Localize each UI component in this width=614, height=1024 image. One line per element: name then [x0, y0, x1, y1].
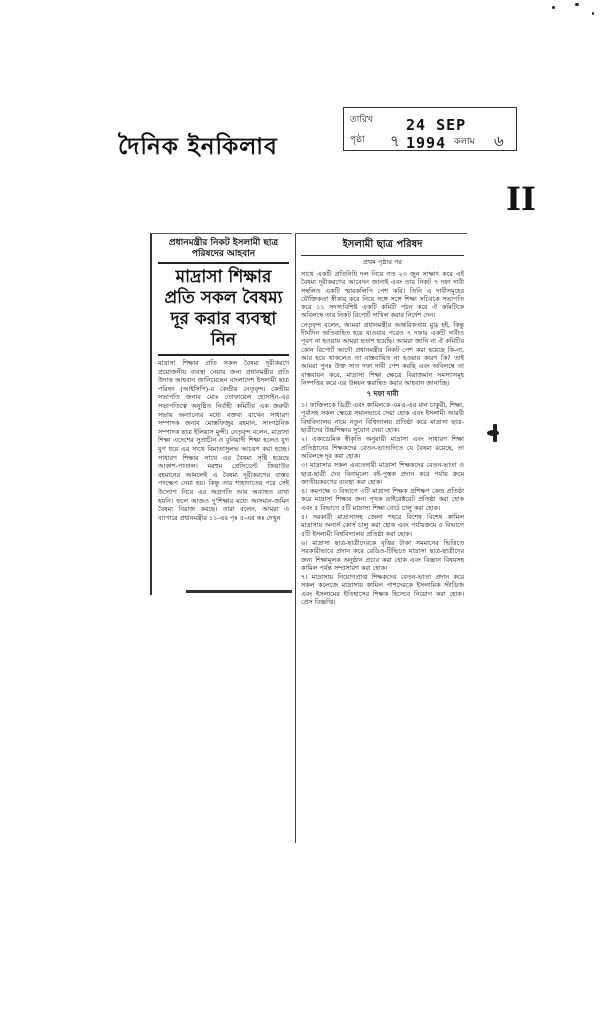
- article-clipping: [150, 233, 292, 595]
- continuation-paragraph: নেতৃবৃন্দ বলেন, আমরা প্রধানমন্ত্রীর আন্তরিকতায় মুগ্ধ হই, কিন্তু দীর্ঘদিন অতিবাহিত হয়ে যাওয়ার পরেও ৭ দফার একটি দাবীও পূরণ না হওয়ায় আমরা হতাশ হয়েছি। আমরা জানি না ঐ কমিটির কোন রিপোর্ট আদৌ প্রধানমন্ত্রীর নিকট পেশ করা হয়েছে কি-না, আর হয়ে থাকলেও তা বাস্তবায়িত না হওয়ার কারণ কি? তাই আমরা পুনঃ উক্ত সাত দফা দাবী পেশ করছি এবং অবিলম্বে তা বাস্তবায়ন করে, মাদ্রাসা শিক্ষা ক্ষেত্রে বিরাজমান সমস্যাসমূহ নিষ্পত্তির করে এর উন্নয়ন ত্বরান্বিত করার আহবান জানাচ্ছি।: [301, 320, 464, 387]
- demand-item: ৪। কমপক্ষে ৩ বিভাগে ৩টি মাদ্রাসা শিক্ষক প্রশিক্ষণ কেন্দ্র প্রতিষ্ঠা করে মাদ্রাসা শিক্ষার জন্য পৃথক ডাইরেক্টরেট প্রতিষ্ঠা করা হোক এবং ৫ বিভাগে ৫টি মাদ্রাসা শিক্ষা বোর্ড চালু করা হোক।: [301, 487, 464, 512]
- margin-mark: II: [506, 180, 536, 218]
- scan-speck: [575, 3, 579, 6]
- demand-item: ৬। মাদ্রাসা ছাত্র-ছাত্রীদেরকে বৃত্তির টাকা সমমানের ভিত্তিতে সরকারীভাবে প্রদান করে রেডিও-টিভিতে মাদ্রাসা ছাত্র-ছাত্রীদের জন্য শিক্ষামূলক অনুষ্ঠান প্রচার করা হোক এবং বিজ্ঞান বিষয়সহ কামিল পর্যন্ত সম্প্রসারণ করা হোক।: [301, 538, 464, 572]
- continuation-header: ইসলামী ছাত্র পরিষদ: [301, 237, 464, 256]
- stamp-column-number: ৬: [494, 132, 504, 150]
- demand-item: ৫। সরকারী মাদ্রাসাসহ জেলা শহরে বিশেষ বিশেষ কামিল মাদ্রাসায় অনার্স কোর্স চালু করা হোক এবং পর্যায়ক্রমে ৫ বিভাগে ৫টি ইসলামী বিশ্ববিদ্যালয় প্রতিষ্ঠা করা হোক।: [301, 513, 464, 538]
- demand-item: ৭। মাদ্রাসায় নিয়োগপ্রাপ্ত শিক্ষকদের বেতন-ভাতা প্রদান করে সকল কলেজে মাদ্রাসায় কামিল পাশদেরকে ইসলামিক স্টাডিজ এবং ইসলামের ইতিহাসের শিক্ষক হিসেবে নিয়োগ করা হোক। প্রেস বিজ্ঞপ্তি।: [301, 573, 464, 606]
- stamp-page-label: পৃষ্ঠা: [350, 135, 365, 145]
- stamp-date: 24 SEP 1994: [406, 116, 467, 152]
- stamp-date-label: তারিখ: [350, 115, 373, 125]
- stamp-page-number: ৭: [390, 132, 400, 150]
- newspaper-masthead: দৈনিক ইনকিলাব: [118, 133, 278, 160]
- continuation-subheader: প্রথম পৃষ্ঠার পর: [363, 258, 402, 266]
- article-kicker: প্রধানমন্ত্রীর নিকট ইসলামী ছাত্র পরিষদের আহবান: [168, 238, 279, 259]
- demands-header: ৭ দফা দাবী: [366, 390, 399, 399]
- scan-speck: [552, 6, 555, 9]
- date-stamp: [343, 107, 517, 151]
- continuation-paragraph: সাথে একটি প্রতিনিধি দল নিয়ে গত ২৩ জুন সাক্ষাৎ করে এই বৈষম্য দূরীকরণের আবেদন জানাই এবং তার নিকট ৭ দফা দাবী সম্বলিত একটি স্মারকলিপি পেশ করি। তিনি এ দাবীসমূহের যৌক্তিকতা স্বীকার করে নিয়ে সঙ্গে সঙ্গে শিক্ষা সচিবকে সভাপতি করে ১১ সদস্যবিশিষ্ট একটি কমিটি গঠন করে ঐ কমিটিকে অবিলম্বে তার নিকট রিপোর্ট দাখিল করার নির্দেশ দেন।: [301, 270, 464, 320]
- demand-item: ৩। মাদ্রাসার সকল এবতেদায়ী মাদ্রাসা শিক্ষকদের বেতন-ভাতা ও ছাত্র-ছাত্রী দের বিনামূল্যে বই-পুস্তক প্রদান করে পর্যায় ক্রমে জাতীয়করণের ব্যবস্থা করা হোক।: [301, 461, 464, 486]
- article-headline: মাদ্রাসা শিক্ষার প্রতি সকল বৈষম্য দূর করার ব্যবস্থা নিন: [158, 262, 289, 356]
- clipping-rule: [186, 590, 292, 593]
- scan-speck: [493, 424, 497, 442]
- article-body: মাদ্রাসা শিক্ষার প্রতি সকল বৈষম্য দূরীকরণে প্রয়োজনীয় ব্যবস্থা নেয়ার জন্য প্রধানমন্ত্রীর প্রতি উদাত্ত আহবান জানিয়েছেন বাংলাদেশ ইসলামী ছাত্র পরিষদ (আইসিপি)-র কেন্দ্রীয় নেতৃবৃন্দ। কেন্দ্রীয় সভাপতি জনাব মোঃ তোফায়েল হোসাইন-এর সভাপতিত্বে অনুষ্ঠিত নির্বাহী কমিটির এক জরুরী সভায় অন্যান্যের মধ্যে বক্তব্য রাখেন সাধারণ সম্পাদক জনাব মোস্তফিজুর রহমান, সাংগঠনিক সম্পাদক ছাত্র ইলিয়াস মুন্সী। নেতৃবৃন্দ বলেন, মাদ্রাসা শিক্ষা এদেশের সুপ্রাচীন ও বুনিয়াদী শিক্ষা হলেও যুগ যুগ ধরে এর সাথে বিমাতাসুলভ আচরণ করা হচ্ছে। সাধারণ শিক্ষার সাথে এর বৈষম্য সৃষ্টি হয়েছে আকাশ-পাতাল। মরহুম প্রেসিডেন্ট জিয়াউর রহমানের আমলেই এ বৈষম্য দূরীকরণের বাস্তব পদক্ষেপ নেয়া হয়। কিন্তু তার শাহাদাতের পরে সেই উদ্যোগ নিয়ে এর অগ্রগতি আর অব্যাহত রাখা হয়নি। ফলে আজও দু'শিক্ষার মধ্যে আসমান-জমিন বৈষম্য বিরাজ করছে। তারা বলেন, আমরা এ ব্যাপারে প্রধানমন্ত্রীর ১১-এর পৃঃ ৫-এর কঃ দেখুন: [158, 359, 289, 522]
- demand-item: ২। একাডেমিক স্বীকৃতি অনুযায়ী মাদ্রাসা এবং সাধারণ শিক্ষা প্রতিষ্ঠানের শিক্ষকদের বেতন-ভাতাদিতে যে বৈষম্য রয়েছে, তা অবিলম্বে দূর করা হোক।: [301, 435, 464, 460]
- continuation-clipping: [295, 233, 467, 843]
- demand-item: ১। ফাজিলকে ডিগ্রী এবং কামিলকে এমএ-এর মান চাকুরী, শিক্ষা, পূর্বাসহ সকল ক্ষেত্রে সমানভাবে দেয়া হোক এবং ইসলামী আরবী বিশ্ববিদ্যালয় নামে নতুন বিশ্বিদ্যালয় প্রতিষ্ঠা করে মাদ্রাসা ছাত্র-ছাত্রীদের উচ্চশিক্ষার সুযোগ দেয়া হোক।: [301, 401, 464, 435]
- stamp-column-label: কলাম: [454, 137, 475, 147]
- scan-speck: [592, 12, 594, 15]
